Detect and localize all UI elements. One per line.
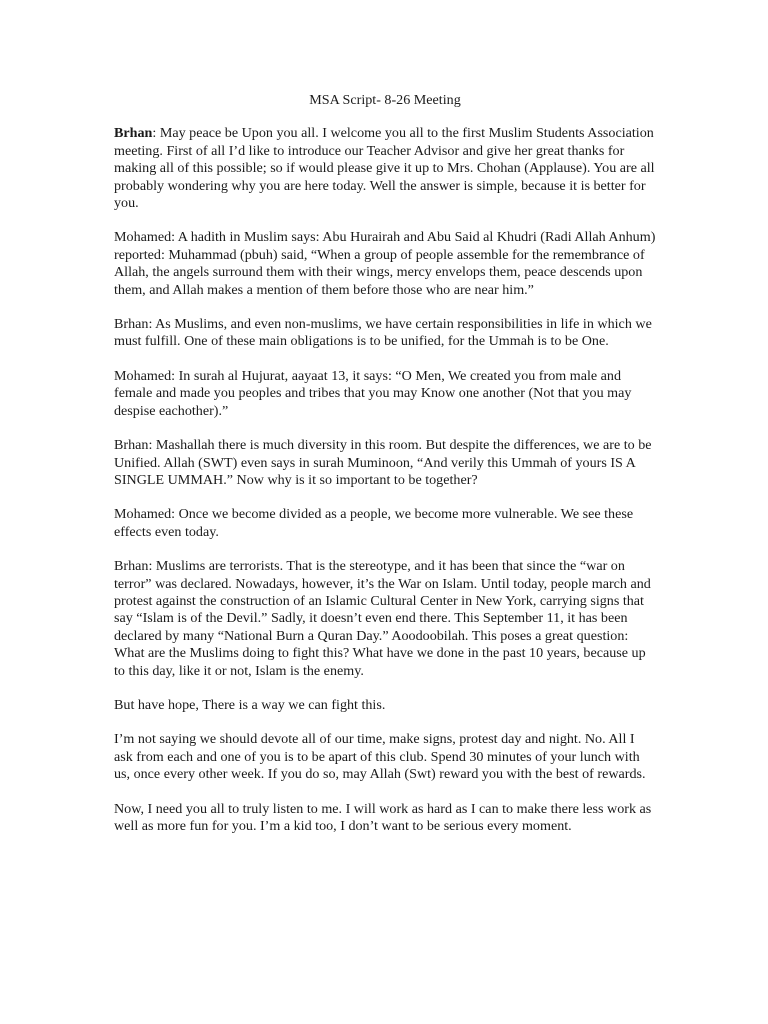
document-page	[114, 92, 656, 852]
paragraph-10	[114, 801, 656, 836]
paragraph-text: Mohamed: A hadith in Muslim says: Abu Hurairah and Abu Said al Khudri (Radi Allah Anhum) reported: Muhammad (pbuh) said, “When a group of people assemble for the remembrance of Allah, the angels surround them with their wings, mercy envelops them, peace descends upon them, and Allah makes a mention of them before those who are near him.”	[114, 229, 656, 298]
paragraph-text: But have hope, There is a way we can fight this.	[114, 696, 386, 713]
document-title: MSA Script- 8-26 Meeting	[309, 92, 461, 108]
speaker-name: Brhan	[114, 125, 153, 142]
paragraph-3	[114, 316, 656, 351]
paragraph-text: Brhan: Mashallah there is much diversity in this room. But despite the differences, we are to be Unified. Allah (SWT) even says in surah Muminoon, “And verily this Ummah of yours IS A SINGLE UMMAH.” Now why is it so important to be together?	[114, 437, 652, 488]
paragraph-4	[114, 368, 656, 420]
paragraph-text: Mohamed: Once we become divided as a people, we become more vulnerable. We see these effects even today.	[114, 506, 634, 540]
paragraph-text: Now, I need you all to truly listen to me. I will work as hard as I can to make there less work as well as more fun for you. I’m a kid too, I don’t want to be serious every moment.	[114, 800, 652, 834]
paragraph-6	[114, 506, 656, 541]
paragraph-text: : May peace be Upon you all. I welcome you all to the first Muslim Students Association meeting. First of all I’d like to introduce our Teacher Advisor and give her great thanks for making all of this possible; so if would please give it up to Mrs. Chohan (Applause). You are all probably wondering why you are here today. Well the answer is simple, because it is better for you.	[114, 125, 655, 212]
paragraph-text: I’m not saying we should devote all of our time, make signs, protest day and night. No. All I ask from each and one of you is to be apart of this club. Spend 30 minutes of your lunch with us, once every other week. If you do so, may Allah (Swt) reward you with the best of rewards.	[114, 731, 646, 783]
paragraph-text: Brhan: As Muslims, and even non-muslims, we have certain responsibilities in life in which we must fulfill. One of these main obligations is to be unified, for the Ummah is to be One.	[114, 316, 652, 350]
paragraph-1	[114, 125, 656, 212]
paragraph-2	[114, 229, 656, 299]
paragraph-8	[114, 697, 656, 714]
paragraph-text: Mohamed: In surah al Hujurat, aayaat 13, it says: “O Men, We created you from male and female and made you peoples and tribes that you may Know one another (Not that you may despise eachother).”	[114, 367, 632, 419]
paragraph-9	[114, 731, 656, 783]
paragraph-text: Brhan: Muslims are terrorists. That is the stereotype, and it has been that since the “war on terror” was declared. Nowadays, however, it’s the War on Islam. Until today, people march and protest against the construction of an Islamic Cultural Center in New York, carrying signs that say “Islam is of the Devil.” Sadly, it doesn’t even end there. This September 11, it has been declared by many “National Burn a Quran Day.” Aoodoobilah. This poses a great question: What are the Muslims doing to fight this? What have we done in the past 10 years, because up to this day, like it or not, Islam is the enemy.	[114, 558, 651, 679]
paragraph-5	[114, 437, 656, 489]
paragraph-7	[114, 558, 656, 680]
